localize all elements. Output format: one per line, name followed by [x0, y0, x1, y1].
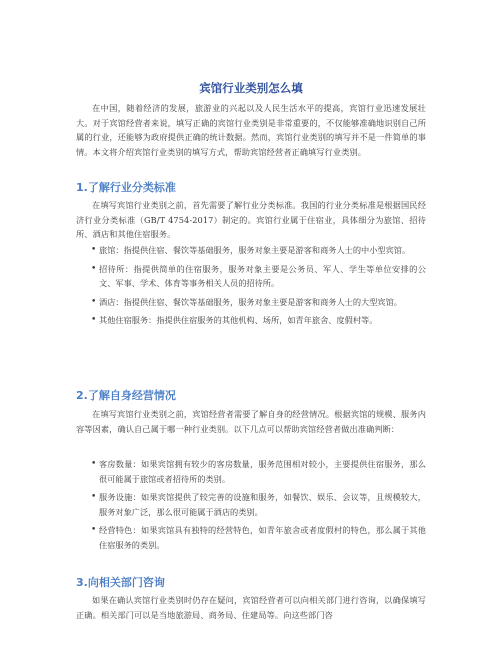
list-item: • 经营特色：如果宾馆具有独特的经营特色，如青年旅舍或者度假村的特色，那么属于其他住宿服务的类别。 — [76, 523, 426, 552]
intro-paragraph: 在中国，随着经济的发展，旅游业的兴起以及人民生活水平的提高，宾馆行业迅速发展壮大。对于宾馆经营者来说，填写正确的宾馆行业类别是非常重要的，不仅能够准确地识别自己所属的行业，还能够为政府提供正确的统计数据。然而，宾馆行业类别的填写并不是一件简单的事情。本文将介绍宾馆行业类别的填写方式，帮助宾馆经营者正确填写行业类别。 — [76, 103, 426, 157]
section-heading-2: 2.了解自身经营情况 — [76, 389, 176, 402]
section-heading-3: 3.向相关部门咨询 — [76, 576, 165, 589]
section-1-paragraph: 在填写宾馆行业类别之前，首先需要了解行业分类标准。我国的行业分类标准是根据国民经济行业分类标准（GB/T 4754-2017）制定的。宾馆行业属于住宿业，具体细分为旅馆、招待所、酒店和其他住宿服务。 — [76, 200, 426, 239]
list-item: • 其他住宿服务：指提供住宿服务的其他机构、场所，如青年旅舍、度假村等。 — [76, 313, 426, 328]
list-item: • 酒店：指提供住宿、餐饮等基础服务，服务对象主要是游客和商务人士的大型宾馆。 — [76, 295, 426, 310]
section-3-paragraph: 如果在确认宾馆行业类别时仍存在疑问，宾馆经营者可以向相关部门进行咨询，以确保填写正确。相关部门可以是当地旅游局、商务局、住建局等。向这些部门咨 — [76, 595, 426, 620]
list-item: • 旅馆：指提供住宿、餐饮等基础服务，服务对象主要是游客和商务人士的中小型宾馆。 — [76, 243, 426, 258]
page-title: 宾馆行业类别怎么填 — [199, 81, 303, 95]
section-heading-1: 1.了解行业分类标准 — [76, 181, 176, 194]
section-1-list — [76, 243, 426, 332]
list-item: • 招待所：指提供简单的住宿服务，服务对象主要是公务员、军人、学生等单位安排的公文、军事、学术、体育等事务相关人员的招待所。 — [76, 262, 426, 291]
list-item: • 客房数量：如果宾馆拥有较少的客房数量，服务范围相对较小，主要提供住宿服务，那么很可能属于旅馆或者招待所的类别。 — [76, 457, 426, 486]
section-2-list — [76, 457, 426, 556]
list-item: • 服务设施：如果宾馆提供了较完善的设施和服务，如餐饮、娱乐、会议等，且规模较大，服务对象广泛，那么很可能属于酒店的类别。 — [76, 490, 426, 519]
section-2-paragraph: 在填写宾馆行业类别之前，宾馆经营者需要了解自身的经营情况。根据宾馆的规模、服务内容等因素，确认自己属于哪一种行业类别。以下几点可以帮助宾馆经营者做出准确判断： — [76, 409, 426, 434]
